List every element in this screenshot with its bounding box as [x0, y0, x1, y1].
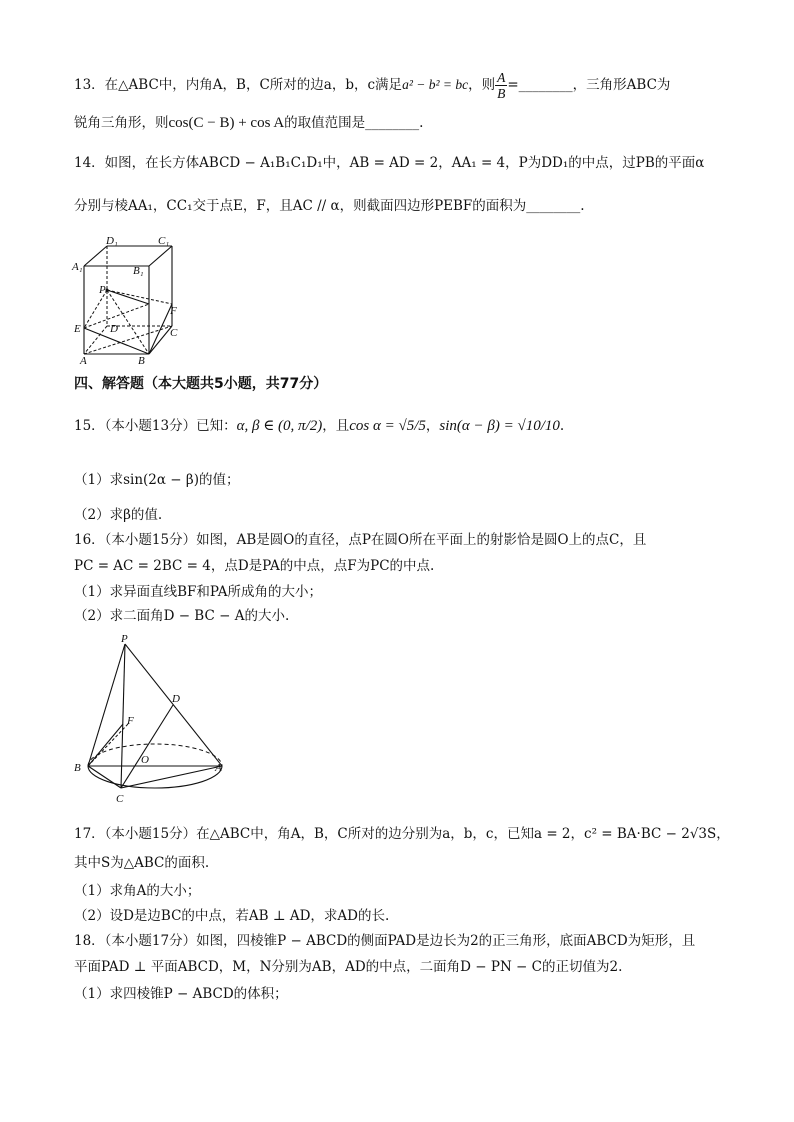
- q15-sub1: （1）求sin(2α − β)的值；: [74, 472, 240, 488]
- q17-sub1: （1）求角A的大小；: [74, 883, 201, 899]
- label-P-16: P: [121, 633, 128, 645]
- q14-line1: 14．如图，在长方体ABCD − A₁B₁C₁D₁中，AB = AD = 2，AA₁ = 4，P为DD₁的中点，过PB的平面α: [74, 155, 705, 171]
- q13-line2: [74, 113, 734, 133]
- q15-sub2: （2）求β的值.: [74, 507, 163, 523]
- q18-sub1: （1）求四棱锥P − ABCD的体积；: [74, 986, 288, 1002]
- label-D1: D₁: [106, 235, 118, 247]
- label-A-16: A: [215, 762, 222, 774]
- section-title: 四、解答题（本大题共5小题，共77分）: [74, 376, 328, 392]
- label-D: D: [110, 323, 118, 335]
- q13-line2-a: 锐角三角形，则: [74, 115, 169, 131]
- cuboid-figure: [70, 232, 190, 364]
- q13-text-a: 13．在△ABC中，内角A，B，C所对的边a，b，c满足: [74, 77, 403, 93]
- q18-line1: 18．（本小题17分）如图，四棱锥P − ABCD的侧面PAD是边长为2的正三角形，底面ABCD为矩形，且: [74, 933, 696, 949]
- q18-line2: 平面PAD ⊥ 平面ABCD，M，N分别为AB，AD的中点，二面角D − PN − C的正切值为2.: [74, 959, 623, 975]
- label-C: C: [170, 327, 178, 339]
- q13-text-b: ，则: [468, 77, 496, 93]
- q13-formula: a² − b² = bc: [402, 77, 469, 92]
- q13-frac-num: A: [497, 70, 506, 85]
- label-P: P: [99, 284, 106, 296]
- label-B-16: B: [74, 762, 81, 774]
- label-C1: C₁: [158, 235, 170, 247]
- label-B1: B₁: [133, 265, 144, 277]
- q15-text-c: ，: [425, 418, 440, 434]
- q13-fraction: [495, 70, 507, 101]
- q15-text-a: 15．（本小题13分）已知：: [74, 418, 237, 434]
- q15-cond: α, β ∈ (0, π/2): [236, 418, 323, 434]
- q15-sin: sin(α − β) = √10/10: [439, 418, 560, 434]
- q16-sub2: （2）求二面角D − BC − A的大小.: [74, 608, 290, 624]
- q13-text-c: =________，三角形ABC为: [507, 77, 671, 93]
- q15-text-b: ，且: [322, 418, 350, 434]
- q15-end: .: [559, 418, 565, 434]
- label-C-16: C: [116, 793, 124, 805]
- label-A1: A₁: [72, 261, 83, 273]
- label-B: B: [138, 355, 145, 364]
- label-F-16: F: [127, 715, 134, 727]
- q13-line1: [74, 70, 734, 101]
- label-D-16: D: [172, 693, 180, 705]
- q13-line2-formula: cos(C − B) + cos A: [168, 115, 285, 131]
- q17-sub2: （2）设D是边BC的中点，若AB ⊥ AD，求AD的长.: [74, 908, 390, 924]
- q16-sub1: （1）求异面直线BF和PA所成角的大小；: [74, 584, 322, 600]
- q15-line1: [74, 416, 734, 436]
- q13-line2-b: 的取值范围是________.: [284, 115, 424, 131]
- q16-line1: 16．（本小题15分）如图，AB是圆O的直径，点P在圆O所在平面上的射影恰是圆O上的点C，且: [74, 532, 647, 548]
- q17-line2: 其中S为△ABC的面积.: [74, 855, 210, 871]
- q17-line1: 17．（本小题15分）在△ABC中，角A，B，C所对的边分别为a，b，c，已知a = 2，c² = BA·BC − 2√3S，: [74, 826, 730, 842]
- q13-frac-den: B: [497, 86, 506, 101]
- label-A: A: [80, 355, 87, 364]
- label-O-16: O: [141, 754, 149, 766]
- q14-line2: 分别与棱AA₁，CC₁交于点E，F，且AC // α，则截面四边形PEBF的面积为________.: [74, 198, 585, 214]
- q16-line2: PC = AC = 2BC = 4，点D是PA的中点，点F为PC的中点.: [74, 558, 435, 574]
- label-E: E: [74, 323, 81, 335]
- label-F: F: [170, 305, 177, 317]
- cone-figure: [70, 632, 240, 810]
- q15-cos: cos α = √5/5: [349, 418, 426, 434]
